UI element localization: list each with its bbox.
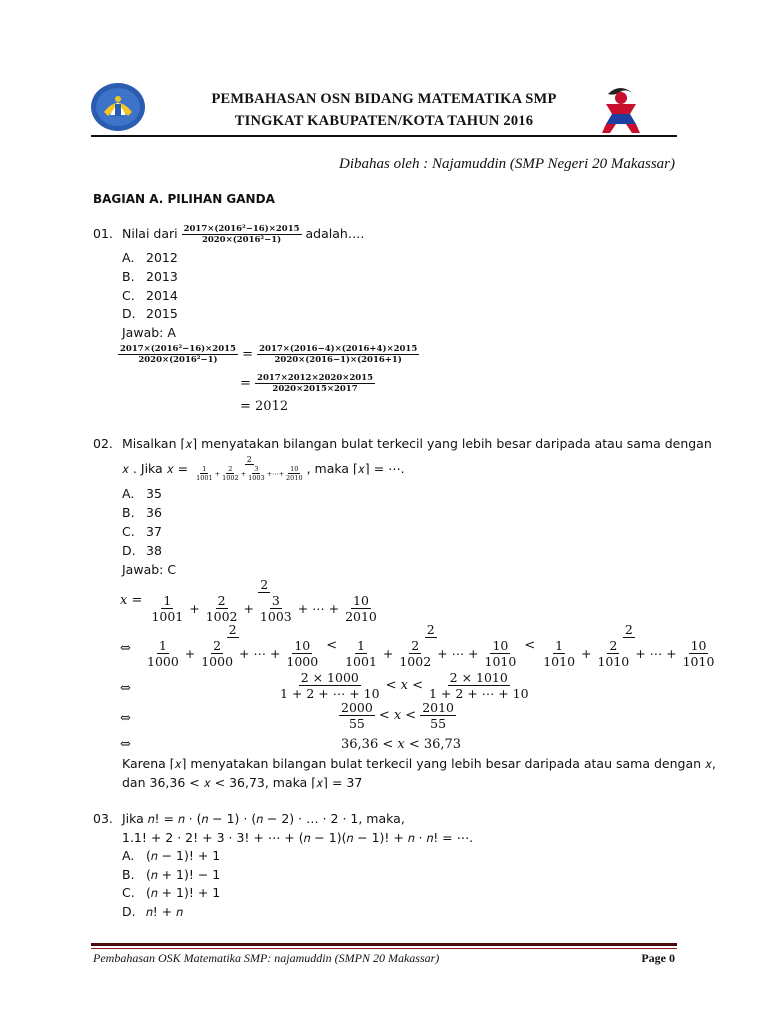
q2-inequality-3: $\frac{2000}{55}$ < 𝑥 < $\frac{2010}{55}$ <box>341 700 455 731</box>
header-rule <box>91 135 677 137</box>
document-title-line2: TINGKAT KABUPATEN/KOTA TAHUN 2016 <box>234 113 534 129</box>
right-logo <box>600 84 642 134</box>
q2-option-b: B. <box>122 505 135 520</box>
q2-option-c: C. <box>122 524 135 539</box>
q1-stem <box>122 218 364 250</box>
q2-conclusion-line2: dan 36,36 < 𝑥 < 36,73, maka ⌈𝑥⌉ = 37 <box>122 775 363 790</box>
q3-option-c: C. <box>122 885 135 900</box>
q2-option-d: D. <box>122 543 136 558</box>
q1-tail: adalah…. <box>305 226 365 241</box>
q2-conclusion-line1: Karena ⌈𝑥⌉ menyatakan bilangan bulat terkecil yang lebih besar daripada atau sama dengan 𝑥, <box>122 756 716 771</box>
q2-option-b-text: 36 <box>146 505 162 520</box>
q2-iff-1: ⇔ <box>120 641 131 656</box>
q2-solution-x: 𝑥 = 2 $\frac{1}{1001}$ + $\frac{2}{1002}$ + $\frac{3}{1003}$ + ⋯ + $\frac{10}{2010}$ <box>120 577 377 624</box>
q2-option-d-text: 38 <box>146 543 162 558</box>
q2-iff-2: ⇔ <box>120 681 131 696</box>
q2-iff-3: ⇔ <box>120 711 131 726</box>
q1-option-d-text: 2015 <box>146 306 178 321</box>
q3-number: 03. <box>93 811 113 826</box>
footer-page-number: Page 0 <box>641 951 675 965</box>
footer-left: Pembahasan OSK Matematika SMP: najamuddin (SMPN 20 Makassar) <box>93 951 440 965</box>
q2-inequality-4: 36,36 < 𝑥 < 36,73 <box>341 737 462 752</box>
q1-option-b: B. <box>122 269 135 284</box>
q1-answer: Jawab: A <box>122 325 176 340</box>
q3-option-a-text: (𝑛 − 1)! + 1 <box>146 848 221 863</box>
q2-iff-4: ⇔ <box>120 737 131 752</box>
q3-option-d: D. <box>122 904 136 919</box>
q2-number: 02. <box>93 436 113 451</box>
q2-option-a: A. <box>122 486 135 501</box>
q1-fraction-den: 2020×(2016²−1) <box>201 234 282 245</box>
q1-result: = 2012 <box>240 399 289 414</box>
q1-option-d: D. <box>122 306 136 321</box>
q2-answer: Jawab: C <box>122 562 177 577</box>
section-title: BAGIAN A. PILIHAN GANDA <box>93 192 275 206</box>
author-line: Dibahas oleh : Najamuddin (SMP Negeri 20 Makassar) <box>339 156 675 172</box>
q3-option-a: A. <box>122 848 135 863</box>
q3-option-c-text: (𝑛 + 1)! + 1 <box>146 885 221 900</box>
q2-line2: 𝑥 . Jika 𝑥 = 2 $\frac{1}{1001}$ + $\frac{2}{1002}$ + $\frac{3}{1003}$ +⋯+ $\frac{10}{2010}$ , maka ⌈𝑥⌉ = ⋯. <box>122 455 405 482</box>
q1-solution-line2: = $\frac{2017\times 2012\times 2020\times 2015}{2020\times 2015\times 2017}$ <box>240 373 374 394</box>
q2-line1: Misalkan ⌈𝑥⌉ menyatakan bilangan bulat terkecil yang lebih besar daripada atau sama dengan <box>122 436 712 451</box>
q3-option-b: B. <box>122 867 135 882</box>
q1-option-b-text: 2013 <box>146 269 178 284</box>
q1-option-c: C. <box>122 288 135 303</box>
footer-rule-thin <box>91 948 677 949</box>
document-title-line1: PEMBAHASAN OSN BIDANG MATEMATIKA SMP <box>211 91 557 107</box>
q2-inequality-1: 2 $\frac{1}{1000}$ + $\frac{2}{1000}$ + ⋯ + $\frac{10}{1000}$ < 2 $\frac{1}{1001}$ + $\frac{2}{1002}$ + ⋯ + $\frac{10}{1010}$ < 2 $\frac{1}{1010}$ + $\frac{2}{1010}$ + ⋯ + $\frac{10}{1010}$ <box>147 622 715 669</box>
q3-option-d-text: 𝑛! + 𝑛 <box>146 904 183 919</box>
q2-stem-fraction: 2 $\frac{1}{1001}$ + $\frac{2}{1002}$ + $\frac{3}{1003}$ +⋯+ $\frac{10}{2010}$ <box>196 455 303 482</box>
footer-rule-thick <box>91 943 677 946</box>
q1-solution-line1: $\frac{\text{2017×(2016²−16)×2015}}{\text{2020×(2016²−1)}}$ = $\frac{2017\times(2016-4)\times(2016+4)\times 2015}{2020\times(2016-1)\times(2016+1)}$ <box>120 344 418 365</box>
q1-number: 01. <box>93 226 113 241</box>
q1-intro: Nilai dari <box>122 226 178 241</box>
q1-fraction-num: 2017×(2016²−16)×2015 <box>183 223 300 234</box>
q1-fraction <box>182 224 302 245</box>
q3-option-b-text: (𝑛 + 1)! − 1 <box>146 867 221 882</box>
q2-inequality-2: $\frac{2 \times 1000}{1 + 2 + \cdots + 10}$ < 𝑥 < $\frac{2 \times 1010}{1 + 2 + \cdots + 10}$ <box>280 670 529 701</box>
q2-option-c-text: 37 <box>146 524 162 539</box>
q3-line2: 1.1! + 2 · 2! + 3 · 3! + ⋯ + (𝑛 − 1)(𝑛 − 1)! + 𝑛 · 𝑛! = ⋯. <box>122 830 474 845</box>
q3-line1: Jika 𝑛! = 𝑛 · (𝑛 − 1) · (𝑛 − 2) · … · 2 · 1, maka, <box>122 811 405 826</box>
q1-option-c-text: 2014 <box>146 288 178 303</box>
q1-option-a: A. <box>122 250 135 265</box>
q1-option-a-text: 2012 <box>146 250 178 265</box>
q2-option-a-text: 35 <box>146 486 162 501</box>
